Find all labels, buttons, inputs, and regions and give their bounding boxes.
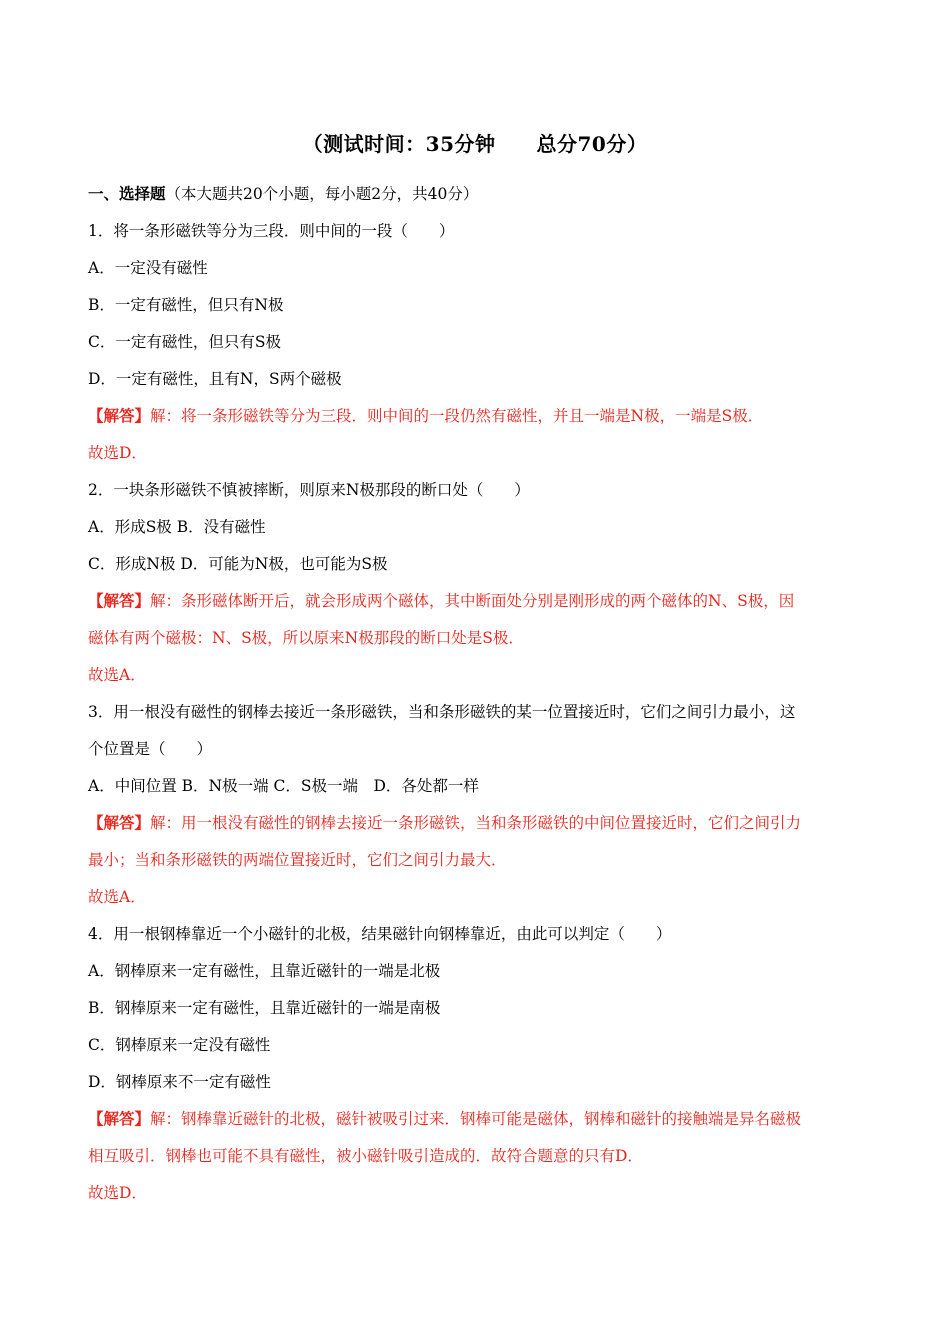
q2-answer-text-2: 磁体有两个磁极：N、S极，所以原来N极那段的断口处是S极． xyxy=(88,629,524,647)
q1-answer-text: 解：将一条形磁铁等分为三段．则中间的一段仍然有磁性，并且一端是N极，一端是S极． xyxy=(150,407,764,425)
q3-answer-text-2: 最小；当和条形磁铁的两端位置接近时，它们之间引力最大． xyxy=(88,851,507,869)
q1-stem: 1．将一条形磁铁等分为三段．则中间的一段（ ） xyxy=(88,222,455,240)
q3-options: A．中间位置 B．N极一端 C．S极一端 D．各处都一样 xyxy=(88,777,479,795)
q4-option-d: D．钢棒原来不一定有磁性 xyxy=(88,1073,271,1091)
q1-answer xyxy=(88,406,763,426)
q2-answer xyxy=(88,591,794,611)
q1-answer-label: 【解答】 xyxy=(88,406,151,425)
q4-answer xyxy=(88,1109,801,1129)
q4-option-c: C．钢棒原来一定没有磁性 xyxy=(88,1036,271,1054)
q4-answer-text-2: 相互吸引．钢棒也可能不具有磁性，被小磁针吸引造成的．故符合题意的只有D． xyxy=(88,1147,643,1165)
q3-answer-label: 【解答】 xyxy=(88,813,151,832)
q4-answer-text-1: 解：钢棒靠近磁针的北极，磁针被吸引过来．钢棒可能是磁体，钢棒和磁针的接触端是异名磁极 xyxy=(150,1110,802,1128)
q4-stem: 4．用一根钢棒靠近一个小磁针的北极，结果磁针向钢棒靠近，由此可以判定（ ） xyxy=(88,925,672,943)
q2-stem: 2．一块条形磁铁不慎被摔断，则原来N极那段的断口处（ ） xyxy=(88,481,530,499)
test-info-title: （测试时间：35分钟 总分70分） xyxy=(302,132,648,156)
q3-choice: 故选A． xyxy=(88,888,146,906)
q4-option-b: B．钢棒原来一定有磁性，且靠近磁针的一端是南极 xyxy=(88,999,441,1017)
q1-option-d: D．一定有磁性，且有N，S两个磁极 xyxy=(88,370,342,388)
q1-option-c: C．一定有磁性，但只有S极 xyxy=(88,333,281,351)
q2-answer-label: 【解答】 xyxy=(88,591,151,610)
section-note: （本大题共20个小题，每小题2分，共40分） xyxy=(165,185,479,203)
section-header xyxy=(88,184,478,204)
q1-option-a: A．一定没有磁性 xyxy=(88,259,208,277)
q2-choice: 故选A． xyxy=(88,666,146,684)
q1-choice: 故选D． xyxy=(88,444,147,462)
q4-choice: 故选D． xyxy=(88,1184,147,1202)
section-heading: 一、选择题 xyxy=(88,184,166,203)
q3-answer xyxy=(88,813,801,833)
q2-options-ab: A．形成S极 B．没有磁性 xyxy=(88,518,266,536)
q3-stem-2: 个位置是（ ） xyxy=(88,740,213,758)
q3-answer-text-1: 解：用一根没有磁性的钢棒去接近一条形磁铁，当和条形磁铁的中间位置接近时，它们之间引力 xyxy=(150,814,802,832)
q3-stem-1: 3．用一根没有磁性的钢棒去接近一条形磁铁，当和条形磁铁的某一位置接近时，它们之间引力最小，这 xyxy=(88,703,796,721)
q2-answer-text-1: 解：条形磁体断开后，就会形成两个磁体，其中断面处分别是刚形成的两个磁体的N、S极，因 xyxy=(150,592,795,610)
q4-answer-label: 【解答】 xyxy=(88,1109,151,1128)
q2-options-cd: C．形成N极 D．可能为N极，也可能为S极 xyxy=(88,555,388,573)
q4-option-a: A．钢棒原来一定有磁性，且靠近磁针的一端是北极 xyxy=(88,962,441,980)
q1-option-b: B．一定有磁性，但只有N极 xyxy=(88,296,284,314)
